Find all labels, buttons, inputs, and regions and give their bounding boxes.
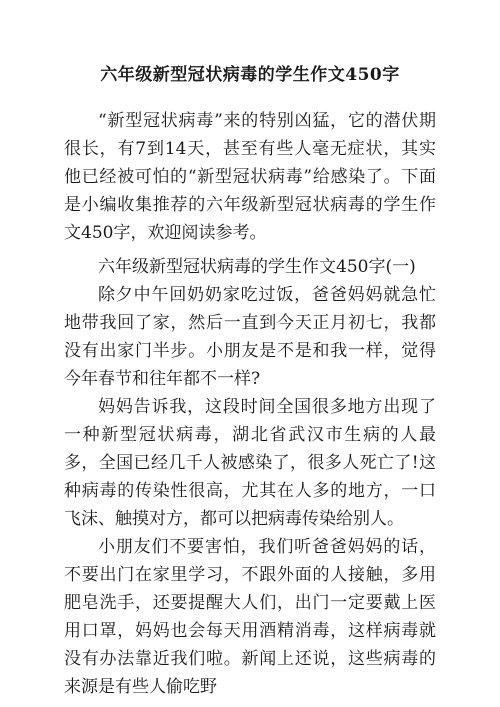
document-title: 六年级新型冠状病毒的学生作文450字: [100, 65, 400, 85]
intro-paragraph: “新型冠状病毒”来的特别凶猛，它的潜伏期很长，有7到14天，甚至有些人毫无症状，其实他已经被可怕的“新型冠状病毒”给感染了。下面是小编收集推荐的六年级新型冠状病毒的学生作文450字，欢迎阅读参考。: [64, 111, 436, 243]
body-paragraph-3: 小朋友们不要害怕，我们听爸爸妈妈的话，不要出门在家里学习，不跟外面的人接触，多用肥皂洗手，还要提醒大人们，出门一定要戴上医用口罩，妈妈也会每天用酒精消毒，这样病毒就没有办法靠近我们啦。新闻上还说，这些病毒的来源是有些人偷吃野: [64, 537, 436, 697]
essay-subtitle: 六年级新型冠状病毒的学生作文450字(一): [98, 257, 416, 277]
body-paragraph-1: 除夕中午回奶奶家吃过饭，爸爸妈妈就急忙地带我回了家，然后一直到今天正月初七，我都没有出家门半步。小朋友是不是和我一样，觉得今年春节和往年都不一样?: [64, 285, 436, 389]
body-paragraph-2: 妈妈告诉我，这段时间全国很多地方出现了一种新型冠状病毒，湖北省武汉市生病的人最多，全国已经几千人被感染了，很多人死亡了!这种病毒的传染性很高，尤其在人多的地方，一口飞沫、触摸对方，都可以把病毒传染给别人。: [64, 397, 436, 529]
